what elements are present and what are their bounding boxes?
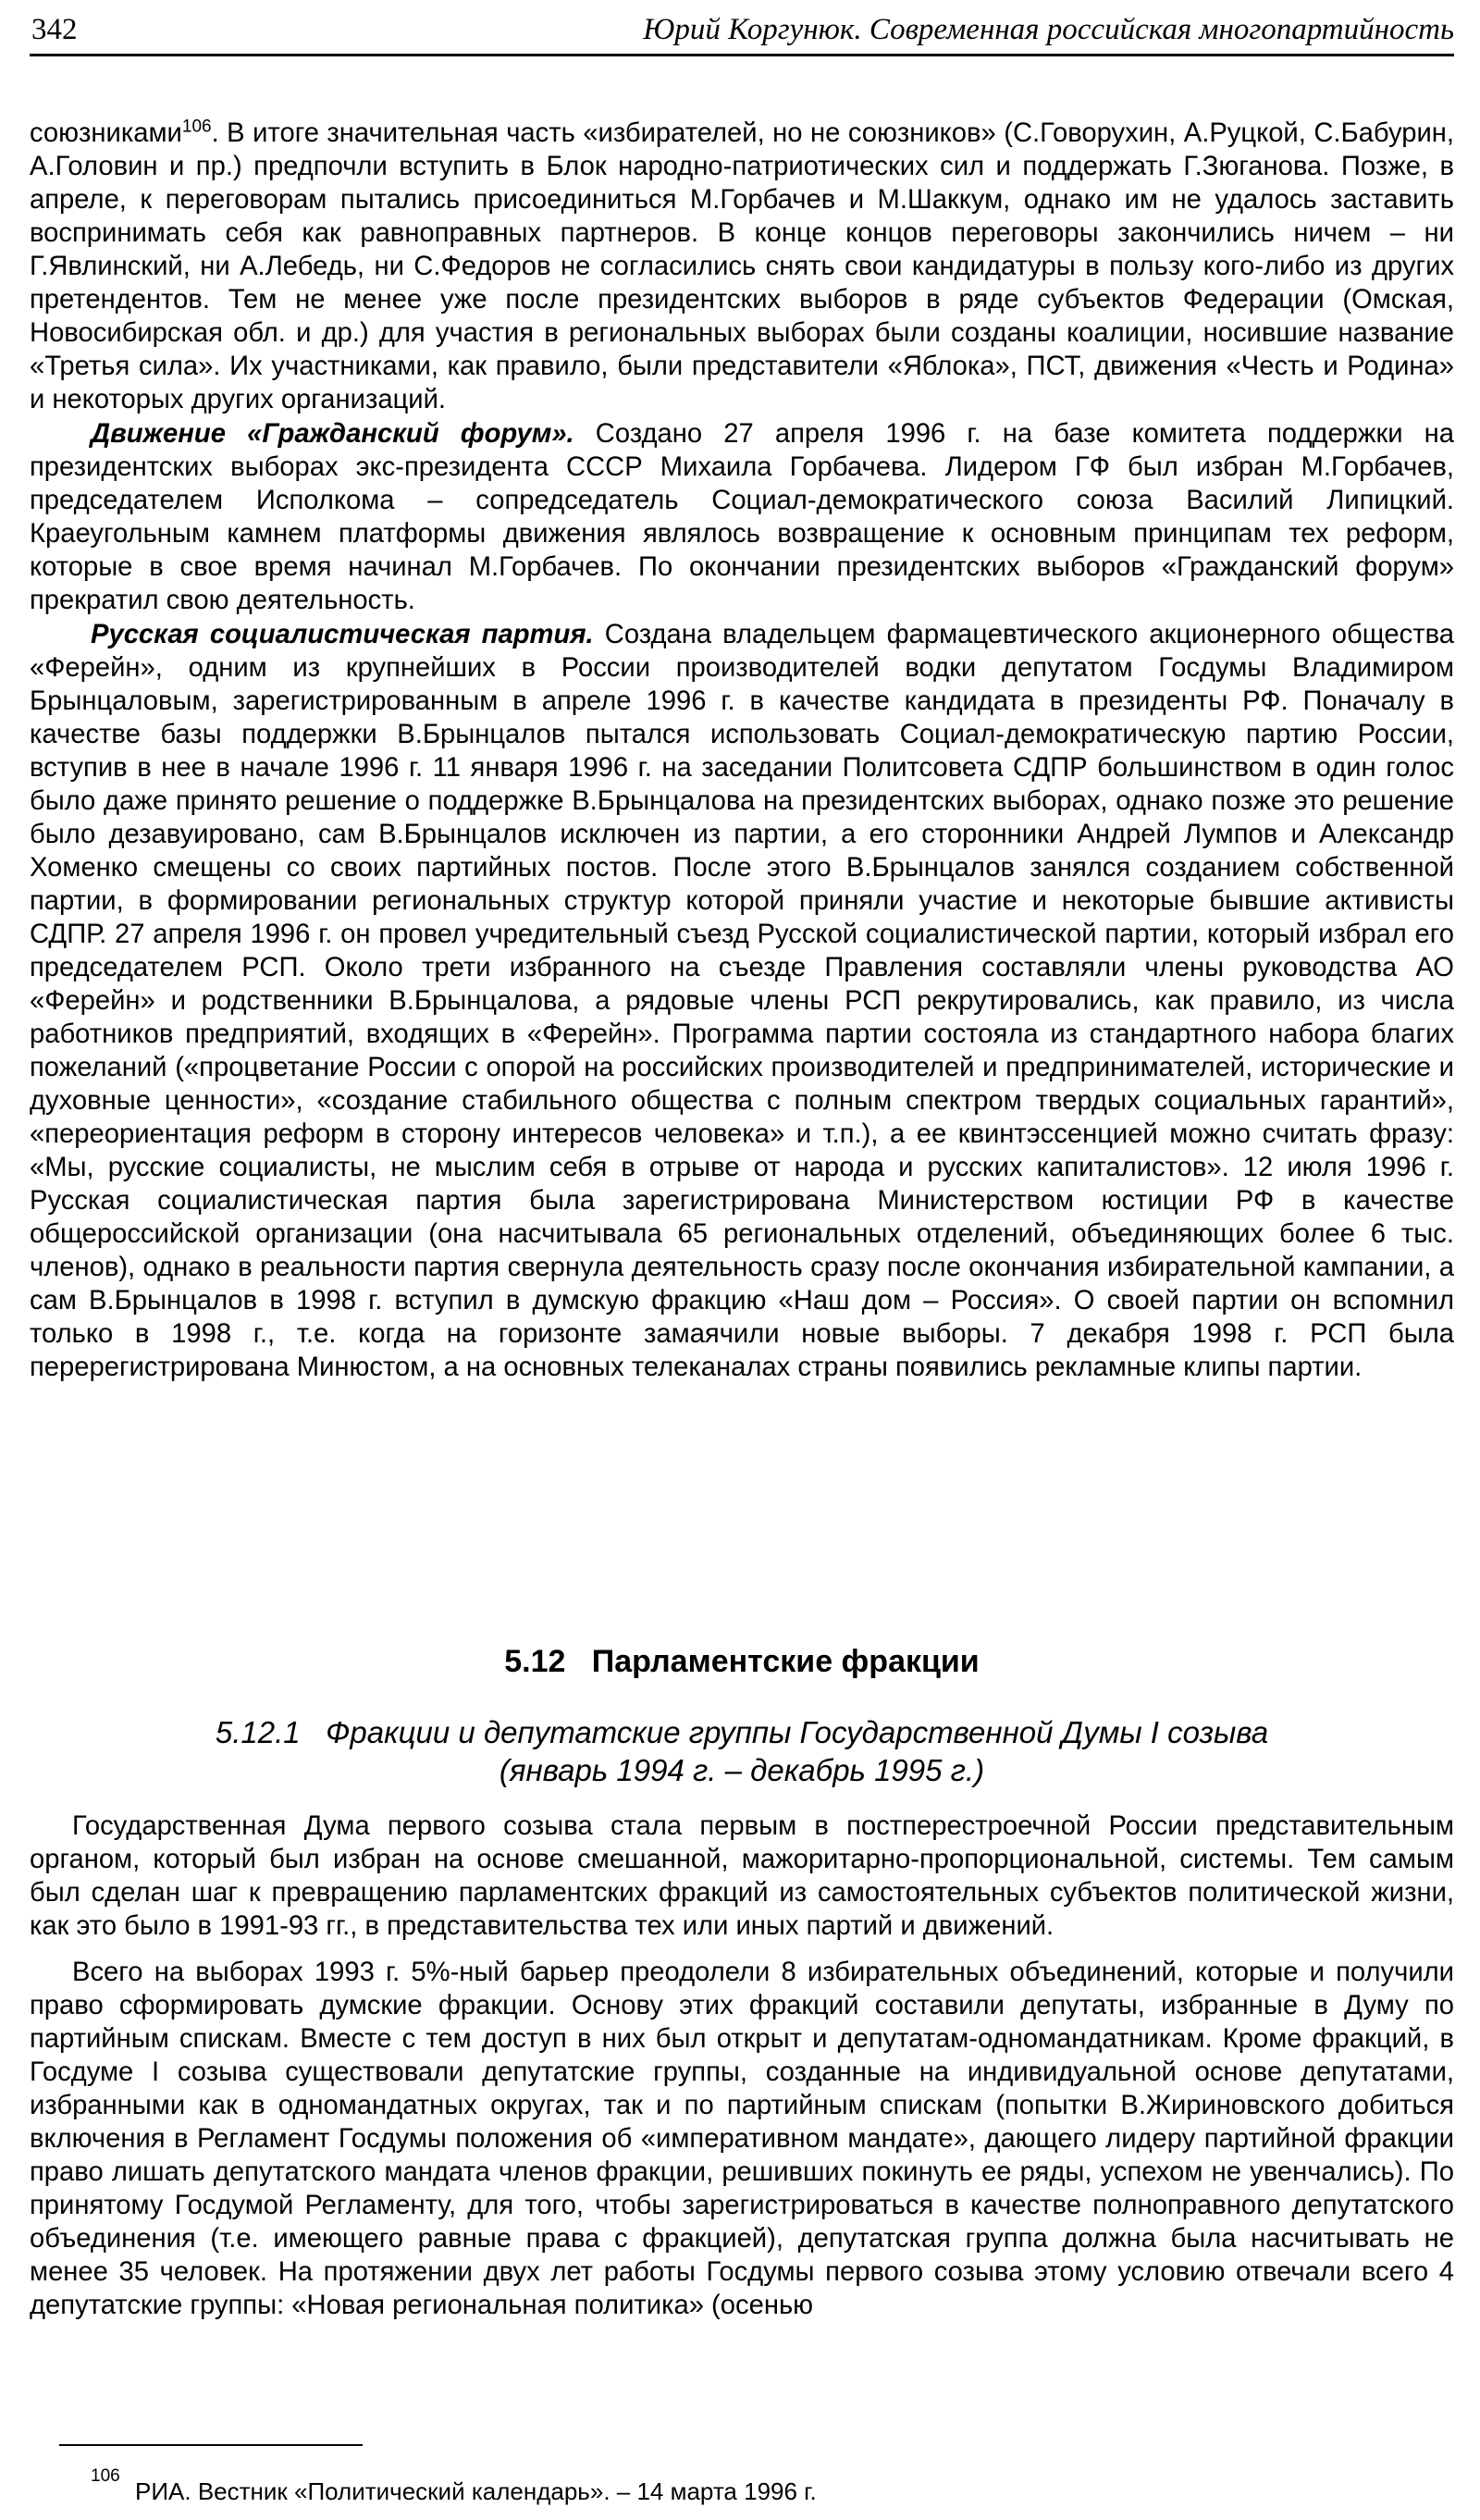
paragraph-continuation xyxy=(30,117,1454,416)
page-number: 342 xyxy=(31,13,78,46)
paragraph-text: Государственная Дума первого созыва стала первым в постперестроечной России представительным органом, который был избран на основе смешанной, мажоритарно-пропорциональной, системы. Тем самым был сделан шаг к превращению парламентских фракций из самостоятельных субъектов политической жизни, как это было в 1991-93 гг., в представительства тех или иных партий и движений. xyxy=(30,1811,1454,1941)
subsection-title-line2: (январь 1994 г. – декабрь 1995 г.) xyxy=(499,1753,985,1787)
footnote-reference: 106 xyxy=(181,117,212,137)
section-number: 5.12 xyxy=(504,1644,566,1679)
footnote-divider xyxy=(59,2444,363,2446)
run-in-heading: Движение «Гражданский форум». xyxy=(91,419,574,449)
run-in-heading: Русская социалистическая партия. xyxy=(91,620,594,649)
section-heading xyxy=(30,1643,1454,1680)
paragraph-text: Создано 27 апреля 1996 г. на базе комитета поддержки на президентских выборах экс-президента СССР Михаила Горбачева. Лидером ГФ был избран М.Горбачев, председателем Исполкома – сопредседатель Социал-демократического союза Василий Липицкий. Краеугольным камнем платформы движения являлось возвращение к основным принципам тех реформ, которые в свое время начинал М.Горбачев. По окончании президентских выборов «Гражданский форум» прекратил свою деятельность. xyxy=(30,419,1454,615)
paragraph-text: . В итоге значительная часть «избирателей, но не союзников» (С.Говорухин, А.Руцкой, С.Бабурин, А.Головин и пр.) предпочли вступить в Блок народно-патриотических сил и поддержать Г.Зюганова. Позже, в апреле, к переговорам пытались присоединиться М.Горбачев и М.Шаккум, однако им не удалось заставить воспринимать себя как равноправных партнеров. В конце концов переговоры закончились ничем – ни Г.Явлинский, ни А.Лебедь, ни С.Федоров не согласились снять свои кандидатуры в пользу кого-либо из других претендентов. Тем не менее уже после президентских выборов в ряде субъектов Федерации (Омская, Новосибирская обл. и др.) для участия в региональных выборах были созданы коалиции, носившие название «Третья сила». Их участниками, как правило, были представители «Яблока», ПСТ, движения «Честь и Родина» и некоторых других организаций. xyxy=(30,118,1454,414)
running-title: Юрий Коргунюк. Современная российская многопартийность xyxy=(643,13,1454,46)
body-text-top xyxy=(30,117,1454,1384)
paragraph-text: союзниками xyxy=(30,118,182,148)
paragraph-civic-forum xyxy=(30,417,1454,617)
document-page xyxy=(30,0,1454,2520)
section-title: Парламентские фракции xyxy=(591,1644,980,1679)
paragraph-text: Всего на выборах 1993 г. 5%-ный барьер преодолели 8 избирательных объединений, которые и получили право сформировать думские фракции. Основу этих фракций составили депутаты, избранные в Думу по партийным спискам. Вместе с тем доступ в них был открыт и депутатам-одномандатникам. Кроме фракций, в Госдуме I созыва существовали депутатские группы, созданные на индивидуальной основе депутатами, избранными как в одномандатных округах, так и по партийным спискам (попытки В.Жириновского добиться включения в Регламент Госдумы положения об «императивном мандате», дающего лидеру партийной фракции право лишать депутатского мандата членов фракции, решивших покинуть ее ряды, успехом не увенчались). По принятому Госдумой Регламенту, для того, чтобы зарегистрироваться в качестве полноправного депутатского объединения (т.е. имеющего равные права с фракцией), депутатская группа должна была насчитывать не менее 35 человек. На протяжении двух лет работы Госдумы первого созыва этому условию отвечали всего 4 депутатские группы: «Новая региональная политика» (осенью xyxy=(30,1958,1454,2320)
paragraph-text: Создана владельцем фармацевтического акционерного общества «Ферейн», одним из крупнейших в России производителей водки депутатом Госдумы Владимиром Брынцаловым, зарегистрированным в апреле 1996 г. в качестве кандидата в президенты РФ. Поначалу в качестве базы поддержки В.Брынцалов пытался использовать Социал-демократическую партию России, вступив в нее в начале 1996 г. 11 января 1996 г. на заседании Политсовета СДПР большинством в один голос было даже принято решение о поддержке В.Брынцалова на президентских выборах, однако позже это решение было дезавуировано, сам В.Брынцалов исключен из партии, а его сторонники Андрей Лумпов и Александр Хоменко смещены со своих партийных постов. После этого В.Брынцалов занялся созданием собственной партии, в формировании региональных структур которой приняли участие и некоторые бывшие активисты СДПР. 27 апреля 1996 г. он провел учредительный съезд Русской социалистической партии, который избрал его председателем РСП. Около трети избранного на съезде Правления составляли члены руководства АО «Ферейн» и родственники В.Брынцалова, а рядовые члены РСП рекрутировались, как правило, из числа работников предприятий, входящих в «Ферейн». Программа партии состояла из стандартного набора благих пожеланий («процветание России с опорой на российских производителей и предпринимателей, исторические и духовные ценности», «создание стабильного общества с полным спектром твердых социальных гарантий», «переориентация реформ в сторону интересов человека» и т.п.), а ее квинтэссенцией можно считать фразу: «Мы, русские социалисты, не мыслим себя в отрыве от народа и русских капиталистов». 12 июля 1996 г. Русская социалистическая партия была зарегистрирована Министерством юстиции РФ в качестве общероссийской организации (она насчитывала 65 региональных отделений, объединяющих более 6 тыс. членов), однако в реальности партия свернула деятельность сразу после окончания избирательной кампании, а сам В.Брынцалов в 1998 г. вступил в думскую фракцию «Наш дом – Россия». О своей партии он вспомнил только в 1998 г., т.е. когда на горизонте замаячили новые выборы. 7 декабря 1998 г. РСП была перерегистрирована Минюстом, а на основных телеканалах страны появились рекламные клипы партии. xyxy=(30,620,1454,1382)
body-text-bottom xyxy=(30,1810,1454,2322)
footnote xyxy=(91,2466,817,2505)
subsection-title-line1: 5.12.1 Фракции и депутатские группы Государственной Думы I созыва xyxy=(215,1715,1269,1749)
subsection-heading xyxy=(30,1713,1454,1789)
footnote-number: 106 xyxy=(91,2466,120,2486)
footnote-text: РИА. Вестник «Политический календарь». – 14 марта 1996 г. xyxy=(135,2477,817,2505)
paragraph-russian-socialist-party xyxy=(30,618,1454,1384)
page-header xyxy=(30,7,1454,56)
